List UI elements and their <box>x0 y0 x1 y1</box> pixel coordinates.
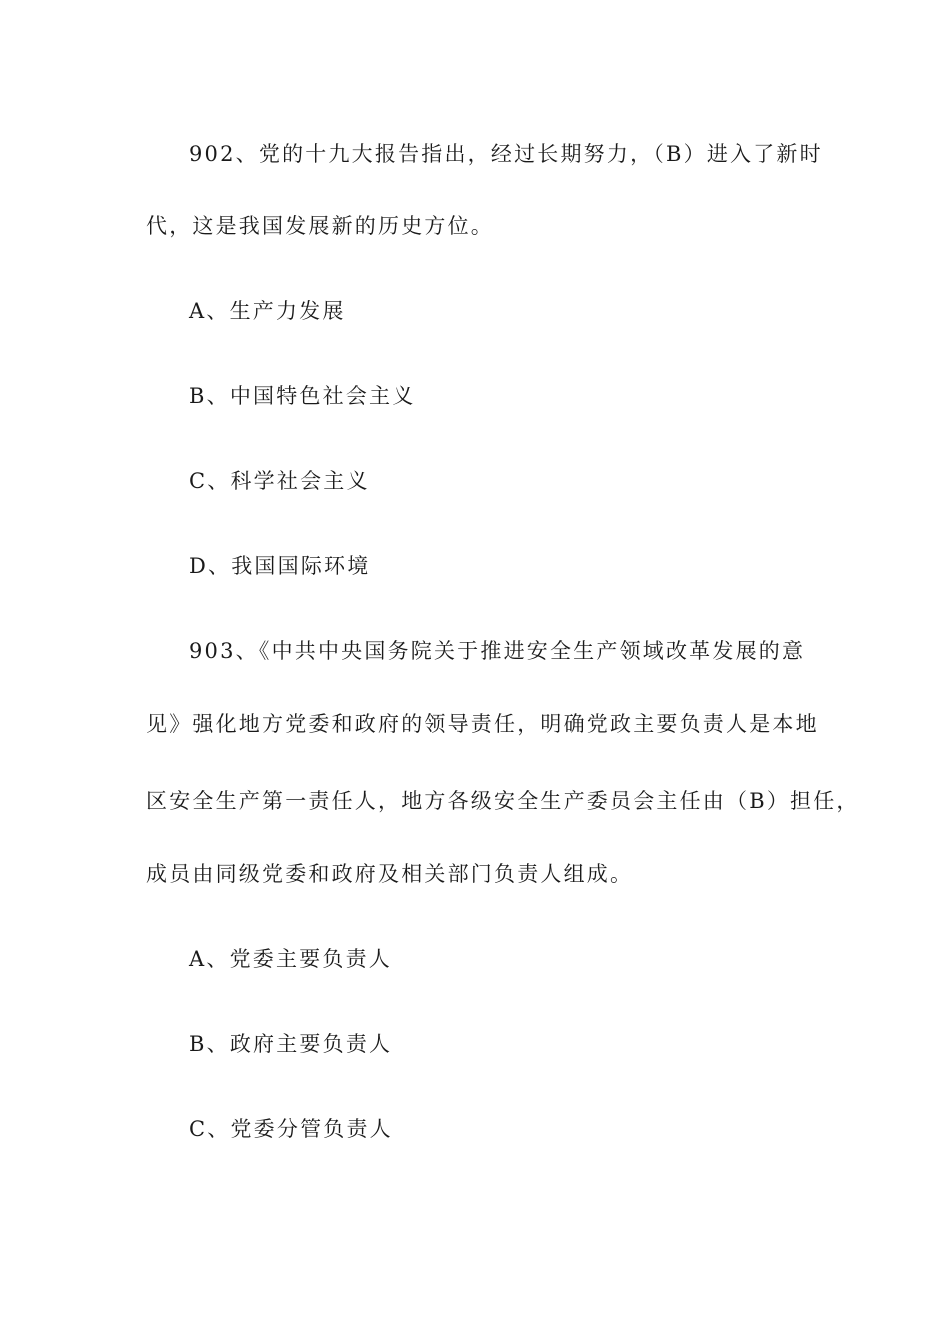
option-b: B、中国特色社会主义 <box>189 384 416 408</box>
option-c: C、党委分管负责人 <box>189 1117 393 1141</box>
question-text-line: 区安全生产第一责任人，地方各级安全生产委员会主任由（B）担任， <box>146 789 860 813</box>
question-text-line: 成员由同级党委和政府及相关部门负责人组成。 <box>146 862 634 886</box>
option-b: B、政府主要负责人 <box>189 1032 393 1056</box>
option-d: D、我国国际环境 <box>189 554 371 578</box>
option-a: A、生产力发展 <box>189 299 346 323</box>
question-text-line: 903、《中共中央国务院关于推进安全生产领域改革发展的意 <box>189 639 806 663</box>
option-c: C、科学社会主义 <box>189 469 370 493</box>
option-a: A、党委主要负责人 <box>189 947 392 971</box>
question-text-line: 代，这是我国发展新的历史方位。 <box>146 214 494 238</box>
question-text-line: 见》强化地方党委和政府的领导责任，明确党政主要负责人是本地 <box>146 712 819 736</box>
question-text-line: 902、党的十九大报告指出，经过长期努力，（B）进入了新时 <box>189 142 823 166</box>
